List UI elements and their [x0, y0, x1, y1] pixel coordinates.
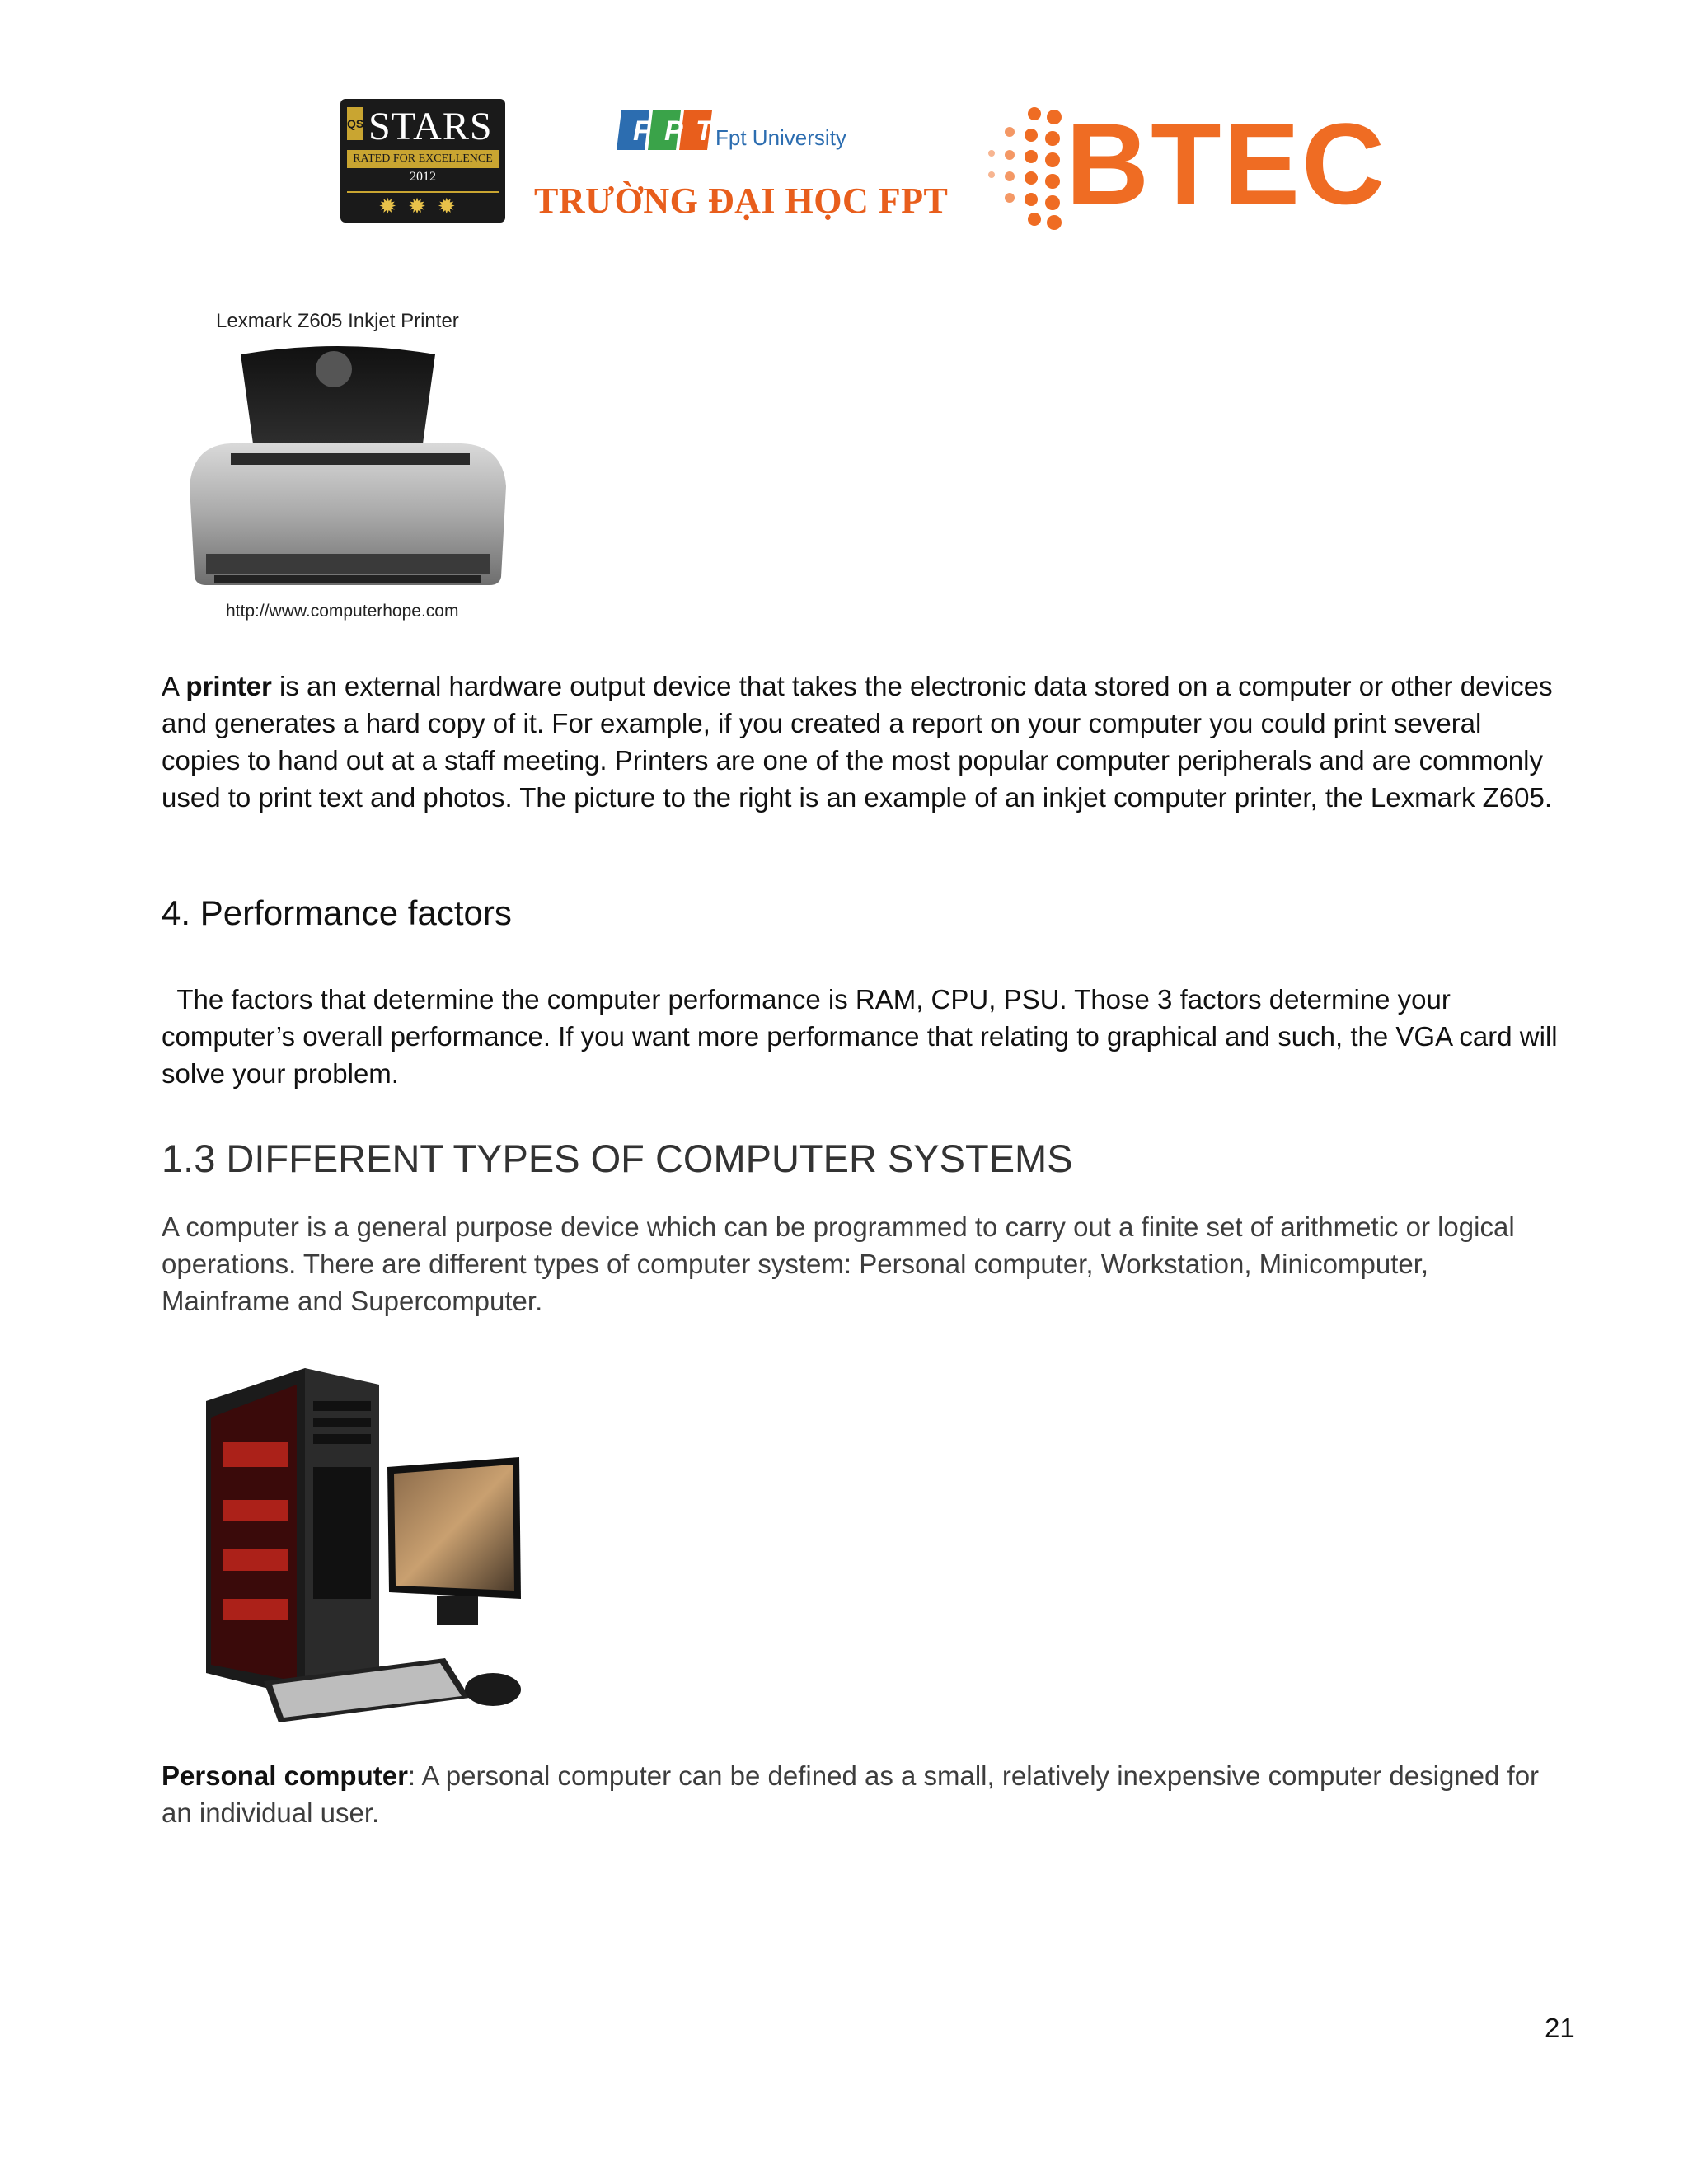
qs-stars-badge — [340, 99, 505, 223]
printer-term: printer — [185, 671, 272, 701]
personal-computer-paragraph — [162, 1757, 1563, 1831]
fpt-university-label: Fpt University — [715, 125, 846, 150]
desktop-pc-image — [181, 1352, 536, 1731]
section-heading-performance: 4. Performance factors — [162, 893, 512, 932]
btec-dots-icon — [985, 99, 1067, 239]
qs-label: QS — [347, 107, 363, 140]
fpt-letter-p: P — [664, 115, 683, 147]
star-icon: ✹✹✹ — [347, 191, 499, 219]
printer-caption: Lexmark Z605 Inkjet Printer — [216, 310, 459, 332]
personal-computer-figure — [181, 1352, 536, 1739]
section-heading-computer-systems: 1.3 DIFFERENT TYPES OF COMPUTER SYSTEMS — [162, 1137, 1073, 1180]
qs-stars-label: STARS — [368, 105, 493, 148]
btec-label: BTEC — [1066, 99, 1387, 228]
computer-systems-paragraph: A computer is a general purpose device which can be programmed to carry out a finite set of arithmetic or logical operations. There are different types of computer system: Personal computer, Workstation, Minicomputer, Mainframe and Supercomputer. — [162, 1212, 1515, 1316]
personal-computer-definition: : A personal computer can be defined as a small, relatively inexpensive computer designed for an individual user. — [162, 1760, 1540, 1828]
printer-paragraph-body: is an external hardware output device that takes the electronic data stored on a computer or other devices and generates a hard copy of it. For example, if you created a report on your computer you could print several copies to hand out at a staff meeting. Printers are one of the most popular computer peripherals and are commonly used to print text and photos. The picture to the right is an example of an inkjet computer printer, the Lexmark Z605. — [162, 671, 1553, 813]
printer-paragraph-prefix: A — [162, 671, 186, 701]
fpt-school-title: TRƯỜNG ĐẠI HỌC FPT — [534, 180, 949, 221]
fpt-university-logo — [617, 104, 864, 162]
printer-figure — [173, 305, 528, 626]
qs-year-label: 2012 — [410, 170, 436, 184]
qs-rated-label: RATED FOR EXCELLENCE — [347, 150, 499, 168]
fpt-letter-f: F — [633, 115, 650, 147]
fpt-letter-t: T — [696, 115, 713, 147]
page-number: 21 — [1545, 2013, 1575, 2043]
inkjet-printer-image — [173, 338, 519, 602]
personal-computer-term: Personal computer — [162, 1760, 408, 1791]
btec-logo — [985, 99, 1397, 239]
printer-paragraph — [162, 668, 1563, 816]
performance-paragraph: The factors that determine the computer performance is RAM, CPU, PSU. Those 3 factors determine your computer’s overall performance. If you want more performance that relating to graphical and such, the VGA card will solve your problem. — [162, 984, 1565, 1089]
printer-source-url: http://www.computerhope.com — [226, 602, 459, 621]
fpt-blocks-icon — [617, 104, 715, 155]
